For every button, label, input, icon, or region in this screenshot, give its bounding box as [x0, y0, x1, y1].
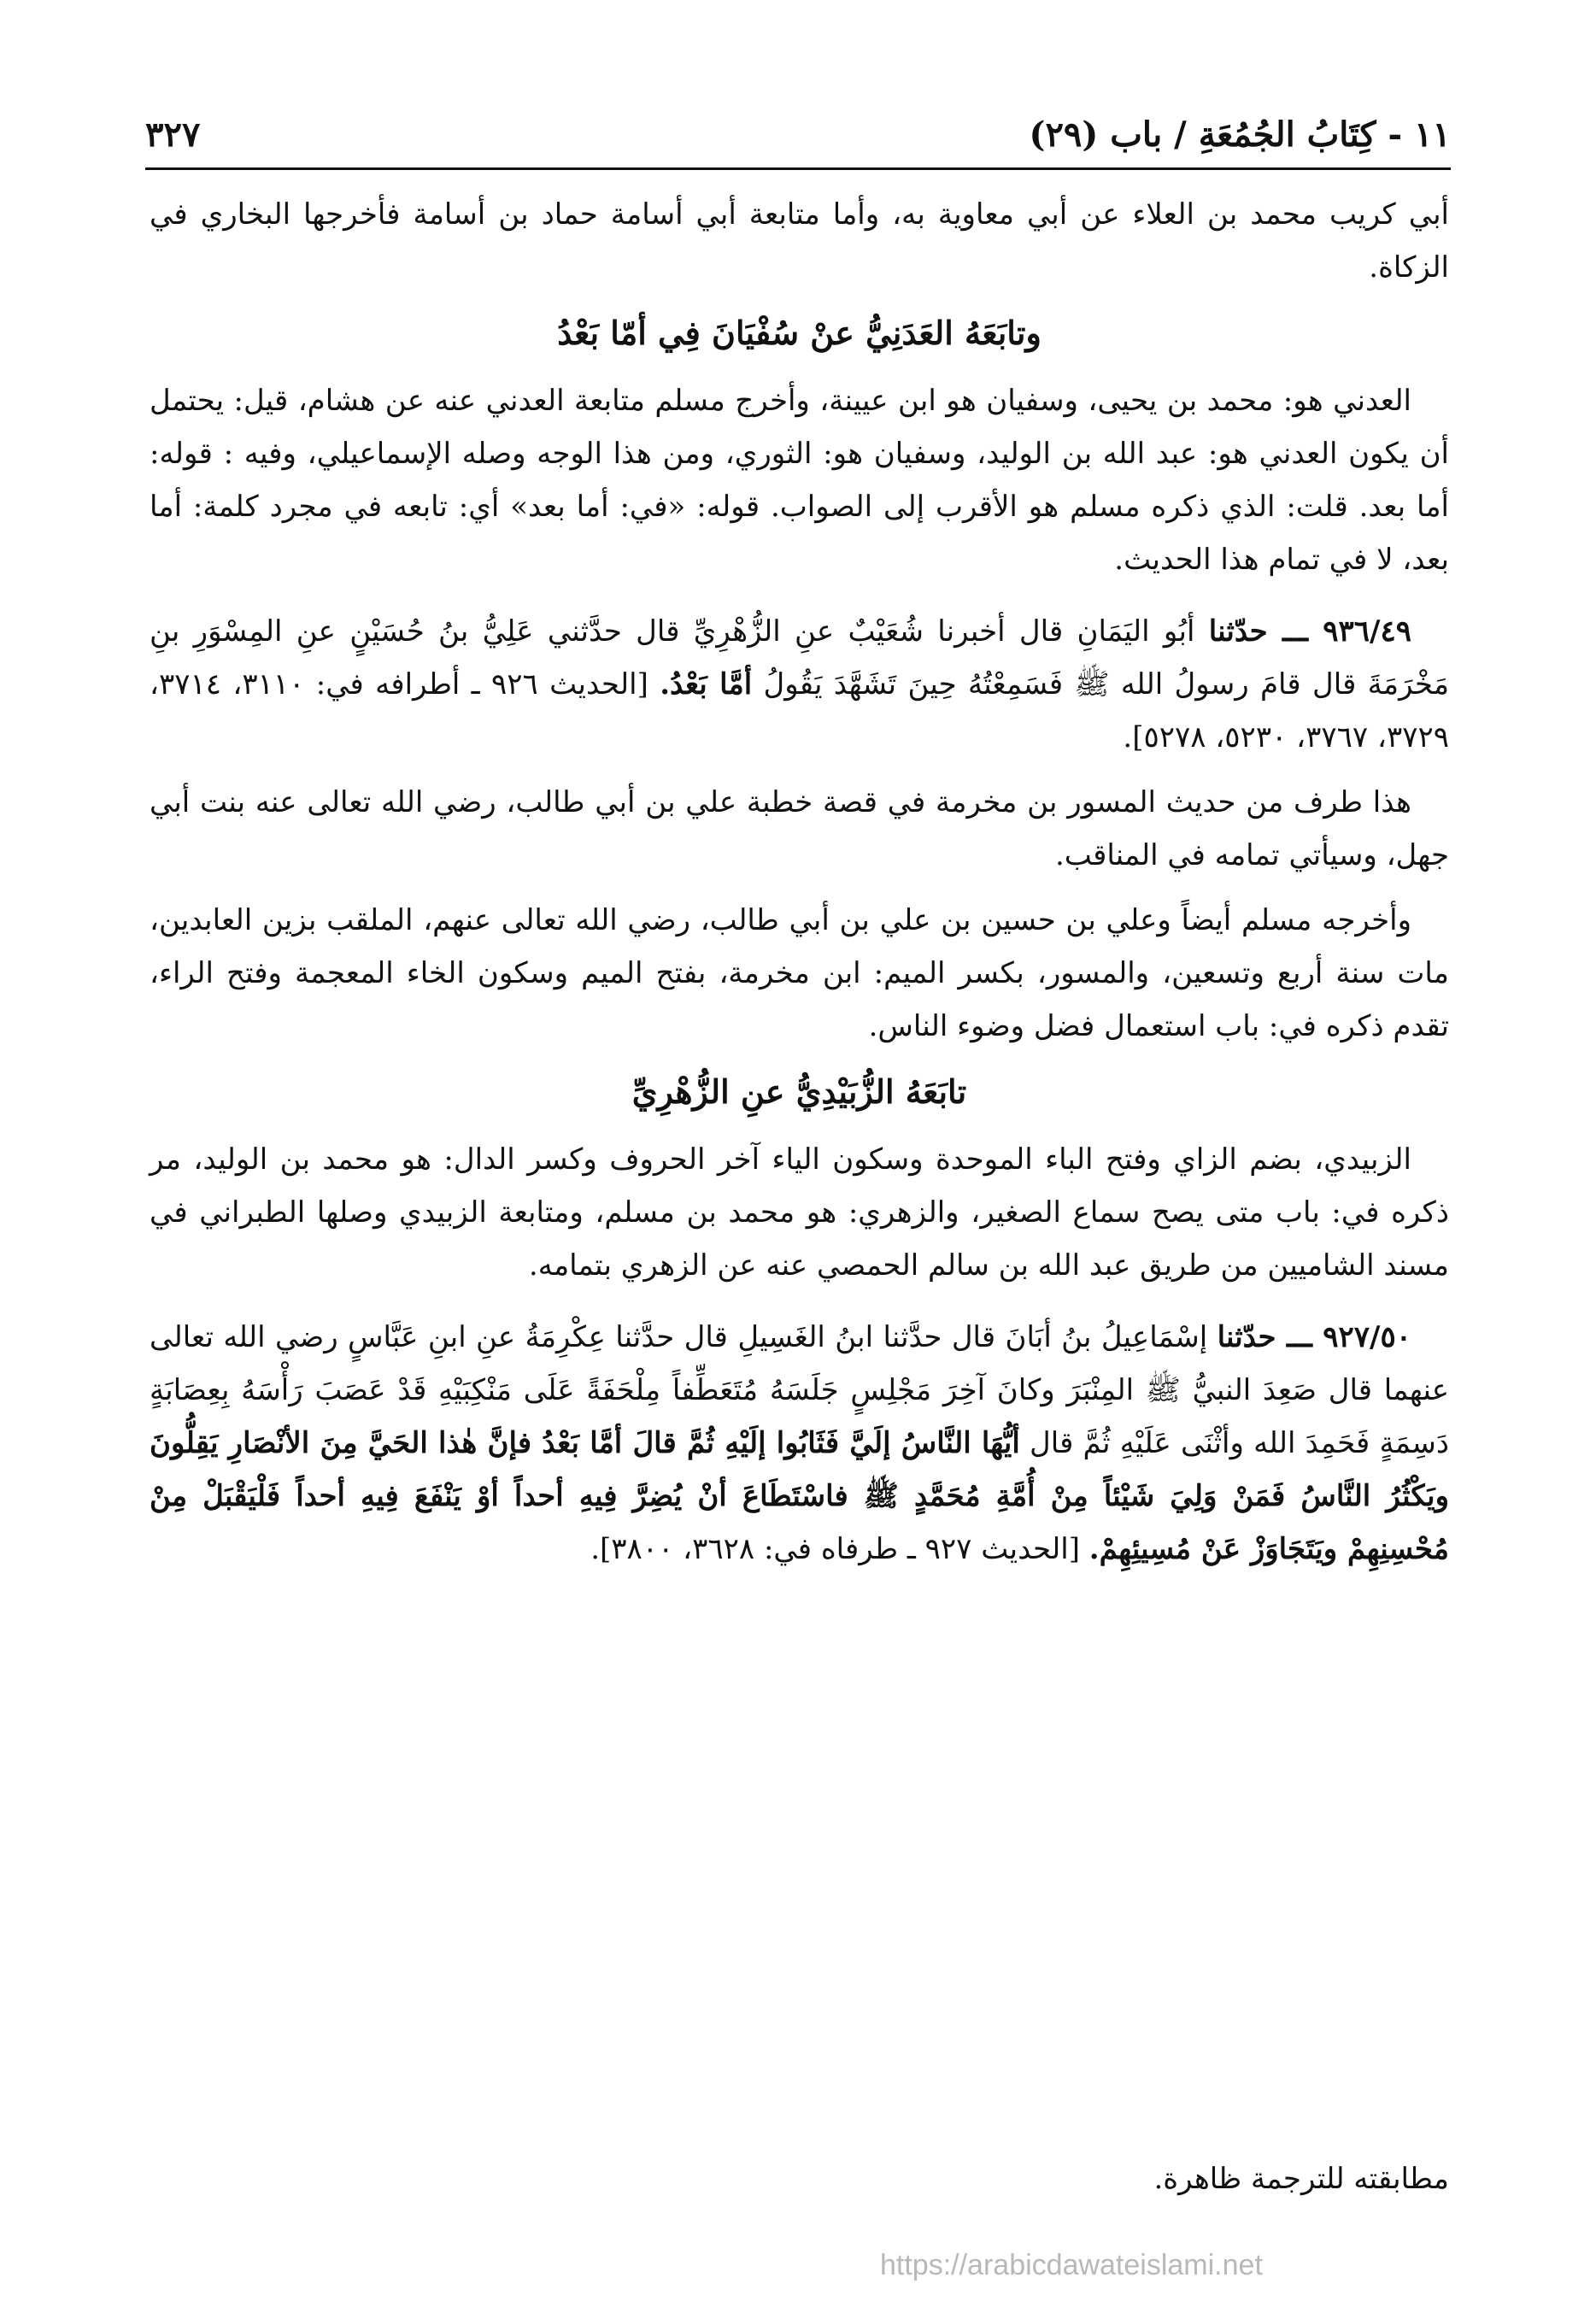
hadith-matn: أمَّا بَعْدُ. [660, 667, 753, 702]
hadith-reference: [الحديث ٩٢٧ ـ طرفاه في: ٣٦٢٨، ٣٨٠٠]. [590, 1532, 1080, 1566]
hadith-chain: إسْمَاعِيلُ بنُ أبَانَ قال حدَّثنا ابنُ الغَسِيلِ قال حدَّثنا عِكْرِمَةُ عنِ ابنِ عَبَّاسٍ رضي الله تعالى عنهما قال صَعِدَ النبيُّ ﷺ المِنْبَرَ وكانَ آخِرَ مَجْلِسٍ جَلَسَهُ مُتَعَطِّفاً مِلْحَفَةً عَلَى مَنْكِبَيْهِ قَدْ عَصَبَ رَأْسَهُ بِعِصَابَةٍ دَسِمَةٍ فَحَمِدَ الله وأثْنَى عَلَيْهِ ثُمَّ قال [150, 1320, 1449, 1460]
hadith-chain: أبُو اليَمَانِ قال أخبرنا شُعَيْبٌ عنِ الزُّهْرِيِّ قال حدَّثني عَلِيُّ بنُ حُسَيْنٍ عنِ المِسْوَرِ بنِ مَخْرَمَةَ قال قامَ رسولُ الله ﷺ فَسَمِعْتُهُ حِينَ تَشَهَّدَ يَقُولُ [150, 614, 1450, 702]
page-number: ٣٢٧ [145, 114, 201, 155]
hadith-reference: [الحديث ٩٢٦ ـ أطرافه في: ٣١١٠، ٣٧١٤، ٣٧٢٩، ٣٧٦٧، ٥٢٣٠، ٥٢٧٨]. [150, 667, 1449, 754]
hadith-matn: أيُّهَا النَّاسُ إلَيَّ فَثَابُوا إلَيْهِ ثُمَّ قالَ أمَّا بَعْدُ فإنَّ هٰذا الحَيَّ مِنَ الأنْصَارِ يَقِلُّونَ ويَكْثُرُ النَّاسُ فَمَنْ وَلِيَ شَيْئاً مِنْ أُمَّةِ مُحَمَّدٍ ﷺ فاسْتَطَاعَ أنْ يُضِرَّ فِيهِ أحداً أوْ يَنْفَعَ فِيهِ أحداً فَلْيَقْبَلْ مِنْ مُحْسِنِهِمْ ويَتَجَاوَزْ عَنْ مُسِيئِهِمْ. [150, 1426, 1449, 1566]
hadith-text [150, 605, 1449, 764]
section-heading: تابَعَهُ الزُّبَيْدِيُّ عنِ الزُّهْرِيِّ [631, 1072, 967, 1111]
paragraph: الزبيدي، بضم الزاي وفتح الباء الموحدة وسكون الياء آخر الحروف وكسر الدال: هو محمد بن الوليد، مر ذكره في: باب متى يصح سماع الصغير، والزهري: هو محمد بن مسلم، ومتابعة الزبيدي وصلها الطبراني في مسند الشاميين من طريق عبد الله بن سالم الحمصي عنه عن الزهري بتمامه. [150, 1142, 1449, 1283]
paragraph: أبي كريب محمد بن العلاء عن أبي معاوية به، وأما متابعة أبي أسامة حماد بن أسامة فأخرجها البخاري في الزكاة. [150, 197, 1450, 285]
paragraph: هذا طرف من حديث المسور بن مخرمة في قصة خطبة علي بن أبي طالب، رضي الله تعالى عنه بنت أبي جهل، وسيأتي تمامه في المناقب. [150, 785, 1449, 872]
page-content [150, 188, 1449, 1588]
page-header [145, 101, 1451, 170]
hadith-text [150, 1311, 1449, 1576]
hadith-number: ٩٣٦/٤٩ ـــ حدّثنا [1208, 614, 1411, 649]
paragraph: العدني هو: محمد بن يحيى، وسفيان هو ابن عيينة، وأخرج مسلم متابعة العدني عنه عن هشام، قيل: يحتمل أن يكون العدني هو: عبد الله بن الوليد، وسفيان هو: الثوري، ومن هذا الوجه وصله الإسماعيلي، وفيه : قوله: أما بعد. قلت: الذي ذكره مسلم هو الأقرب إلى الصواب. قوله: «في: أما بعد» أي: تابعه في مجرد كلمة: أما بعد، لا في تمام هذا الحديث. [150, 384, 1450, 577]
chapter-title: ١١ - كِتَابُ الجُمُعَةِ / باب (٢٩) [1029, 114, 1451, 155]
closing-note: مطابقته للترجمة ظاهرة. [1153, 2162, 1449, 2196]
watermark-url: https://arabicdawateislami.net [880, 2249, 1263, 2281]
hadith-number: ٩٢٧/٥٠ ـــ حدّثنا [1217, 1320, 1411, 1354]
section-heading: وتابَعَهُ العَدَنِيُّ عنْ سُفْيَانَ فِي أمّا بَعْدُ [557, 314, 1042, 352]
paragraph: وأخرجه مسلم أيضاً وعلي بن حسين بن علي بن أبي طالب، رضي الله تعالى عنهم، الملقب بزين العابدين، مات سنة أربع وتسعين، والمسور، بكسر الميم: ابن مخرمة، بفتح الميم وسكون الخاء المعجمة وفتح الراء، تقدم ذكره في: باب استعمال فضل وضوء الناس. [150, 903, 1449, 1043]
